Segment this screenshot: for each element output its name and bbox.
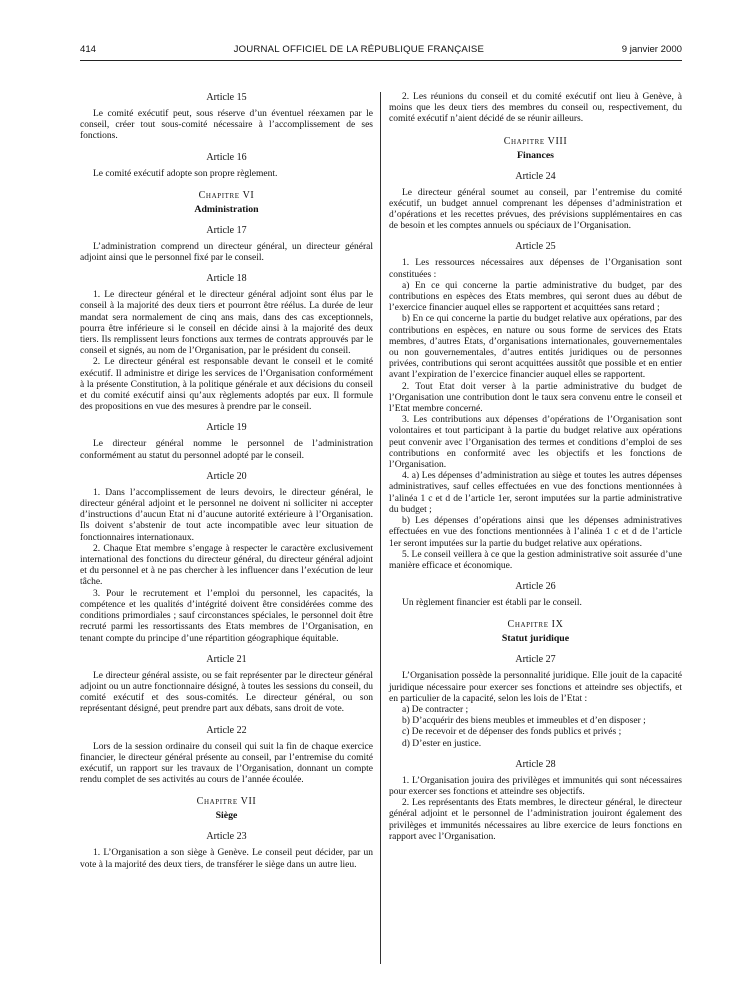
chapter-heading: Chapitre VI <box>198 189 255 201</box>
right-column <box>380 92 682 964</box>
article-heading: Article 27 <box>515 654 556 666</box>
paragraph: Le directeur général nomme le personnel de l’administration conformément au statut du personnel adopté par le conseil. <box>80 439 373 461</box>
header-rule <box>80 60 682 61</box>
chapter-title: Siège <box>215 810 238 822</box>
paragraph: 1. L’Organisation jouira des privilèges et immunités qui sont nécessaires pour exercer ses fonctions et atteindre ses objectifs. <box>389 775 682 797</box>
paragraph: c) De recevoir et de dépenser des fonds publics et privés ; <box>402 727 622 738</box>
paragraph: Un règlement financier est établi par le conseil. <box>402 598 582 609</box>
chapter-heading: Chapitre VII <box>196 796 257 808</box>
paragraph: a) De contracter ; <box>402 704 469 715</box>
paragraph: b) En ce qui concerne la partie du budget relative aux opérations, par des contributions en espèces, en nature ou sous forme de services des Etats membres, d’autres Etats, d’organisations internationales, gouvernementales ou non gouvernementales, d’autres entités juridiques ou de personnes privées, contributions qui seront acquittées aussitôt que possible et en entier avant l’expiration de l’exercice financier auquel elles se rapportent. <box>389 314 682 381</box>
paragraph: 2. Les réunions du conseil et du comité exécutif ont lieu à Genève, à moins que les deux tiers des membres du conseil ou, respectivement, du comité exécutif n’aient décidé de se réunir ailleurs. <box>389 92 682 125</box>
text-columns <box>80 92 682 964</box>
article-heading: Article 24 <box>515 170 556 182</box>
chapter-title: Finances <box>516 149 554 161</box>
paragraph: 2. Chaque Etat membre s’engage à respecter le caractère exclusivement international des fonctions du directeur général, du directeur général adjoint et du personnel et à ne pas chercher à les influencer dans l’exécution de leur tâche. <box>80 543 373 588</box>
article-heading: Article 26 <box>515 581 556 593</box>
chapter-heading: Chapitre VIII <box>503 135 568 147</box>
paragraph: Le directeur général soumet au conseil, par l’entremise du comité exécutif, un budget annuel comprenant les dépenses d’administration et d’opérations et les recettes prévues, des prévisions supplémentaires en cas de besoin et les comptes annuels ou spéciaux de l’Organisation. <box>389 187 682 232</box>
paragraph: 1. Dans l’accomplissement de leurs devoirs, le directeur général, le directeur général adjoint et le personnel ne doivent ni solliciter ni accepter d’instructions d’aucun Etat ni d’aucune autorité extérieure à l’Organisation. Ils doivent s’abstenir de tout acte incompatible avec leur situation de fonctionnaires internationaux. <box>80 487 373 543</box>
article-heading: Article 15 <box>206 92 247 103</box>
issue-date: 9 janvier 2000 <box>621 43 682 55</box>
page-header <box>80 40 682 58</box>
article-heading: Article 21 <box>206 653 247 665</box>
paragraph: a) En ce qui concerne la partie administrative du budget, par des contributions en espèces des Etats membres, qui seront dues au début de l’exercice financier auquel elles se rapportent et acquittées sans retard ; <box>389 280 682 314</box>
paragraph: 1. Les ressources nécessaires aux dépenses de l’Organisation sont constituées : <box>389 258 682 280</box>
article-heading: Article 25 <box>515 241 556 253</box>
paragraph: Le comité exécutif adopte son propre règlement. <box>93 168 278 179</box>
article-heading: Article 16 <box>206 151 247 163</box>
paragraph: 3. Les contributions aux dépenses d’opérations de l’Organisation sont volontaires et tout participant à la partie du budget relative aux opérations peut convenir avec l’Organisation des termes et conditions d’emploi de ses contributions en conformité avec les objectifs et les fonctions de l’Organisation. <box>389 415 682 471</box>
chapter-title: Administration <box>194 203 259 215</box>
page-number: 414 <box>80 43 97 55</box>
paragraph: b) Les dépenses d’opérations ainsi que les dépenses administratives effectuées en vue des fonctions mentionnées à l’alinéa 1 c et d de l’article 1er seront imputées sur la partie du budget relative aux opérations. <box>389 516 682 549</box>
paragraph: L’administration comprend un directeur général, un directeur général adjoint ainsi que le personnel fixé par le conseil. <box>80 241 373 264</box>
paragraph: 1. Le directeur général et le directeur général adjoint sont élus par le conseil à la majorité des deux tiers et pourront être réélus. La durée de leur mandat sera normalement de cinq ans mais, dans des cas exceptionnels, pourra être inférieure si le conseil en décide ainsi à la majorité des deux tiers. Ils remplissent leurs fonctions aux termes de contrats approuvés par le conseil et signés, au nom de l’Organisation, par le président du conseil. <box>80 290 373 357</box>
article-heading: Article 20 <box>206 470 247 482</box>
paragraph: 2. Les représentants des Etats membres, le directeur général, le directeur général adjoint et le personnel de l’administration jouiront également des privilèges et immunités nécessaires au libre exercice de leurs fonctions en rapport avec l’Organisation. <box>389 798 682 842</box>
paragraph: 3. Pour le recrutement et l’emploi du personnel, les capacités, la compétence et les qualités d’intégrité doivent être considérées comme des conditions primordiales ; sauf circonstances spéciales, le personnel doit être recruté parmi les ressortissants des Etats membres de l’Organisation, en tenant compte du principe d’une répartition géographique équitable. <box>80 588 373 644</box>
paragraph: Le comité exécutif peut, sous réserve d’un éventuel réexamen par le conseil, créer tout sous-comité nécessaire à l’accomplissement de ses fonctions. <box>80 109 373 142</box>
paragraph: b) D’acquérir des biens meubles et immeubles et d’en disposer ; <box>402 716 646 727</box>
paragraph: 5. Le conseil veillera à ce que la gestion administrative soit assurée d’une manière efficace et économique. <box>389 549 682 571</box>
article-heading: Article 28 <box>515 758 556 770</box>
chapter-title: Statut juridique <box>501 633 570 645</box>
paragraph: 1. L’Organisation a son siège à Genève. Le conseil peut décider, par un vote à la majorité des deux tiers, de transférer le siège dans un autre lieu. <box>80 848 373 870</box>
article-heading: Article 23 <box>206 831 247 843</box>
left-column <box>80 92 380 964</box>
chapter-heading: Chapitre IX <box>507 619 564 631</box>
article-heading: Article 17 <box>206 224 247 236</box>
journal-title: JOURNAL OFFICIEL DE LA RÉPUBLIQUE FRANÇAISE <box>233 43 485 55</box>
article-heading: Article 22 <box>206 724 247 736</box>
paragraph: 4. a) Les dépenses d’administration au siège et toutes les autres dépenses administratives, sauf celles effectuées en vue des fonctions mentionnées à l’alinéa 1 c et d de l’article 1er, seront imputées sur la partie administrative du budget ; <box>389 471 682 515</box>
article-heading: Article 19 <box>206 422 247 434</box>
paragraph: L’Organisation possède la personnalité juridique. Elle jouit de la capacité juridique nécessaire pour exercer ses fonctions et atteindre ses objectifs, et en particulier de la capacité, selon les lois de l’Etat : <box>389 671 682 704</box>
paragraph: Lors de la session ordinaire du conseil qui suit la fin de chaque exercice financier, le directeur général présente au conseil, par l’entremise du comité exécutif, un rapport sur les travaux de l’Organisation, donnant un compte rendu complet de ses activités au cours de l’année écoulée. <box>80 741 373 786</box>
paragraph: d) D’ester en justice. <box>402 738 482 749</box>
article-heading: Article 18 <box>206 273 247 285</box>
paragraph: 2. Tout Etat doit verser à la partie administrative du budget de l’Organisation une contribution dont le taux sera convenu entre le conseil et l’Etat membre concerné. <box>389 381 682 415</box>
paragraph: 2. Le directeur général est responsable devant le conseil et le comité exécutif. Il administre et dirige les services de l’Organisation conformément à la présente Constitution, à la politique générale et aux décisions du conseil et du comité exécutif ainsi qu’aux règlements adoptés par eux. Il formule des propositions en vue des mesures à prendre par le conseil. <box>80 357 373 413</box>
paragraph: Le directeur général assiste, ou se fait représenter par le directeur général adjoint ou un autre fonctionnaire désigné, à toutes les sessions du conseil, du comité exécutif et des sous-comités. Le directeur général, ou son représentant désigné, peut prendre part aux débats, sans droit de vote. <box>80 670 373 715</box>
